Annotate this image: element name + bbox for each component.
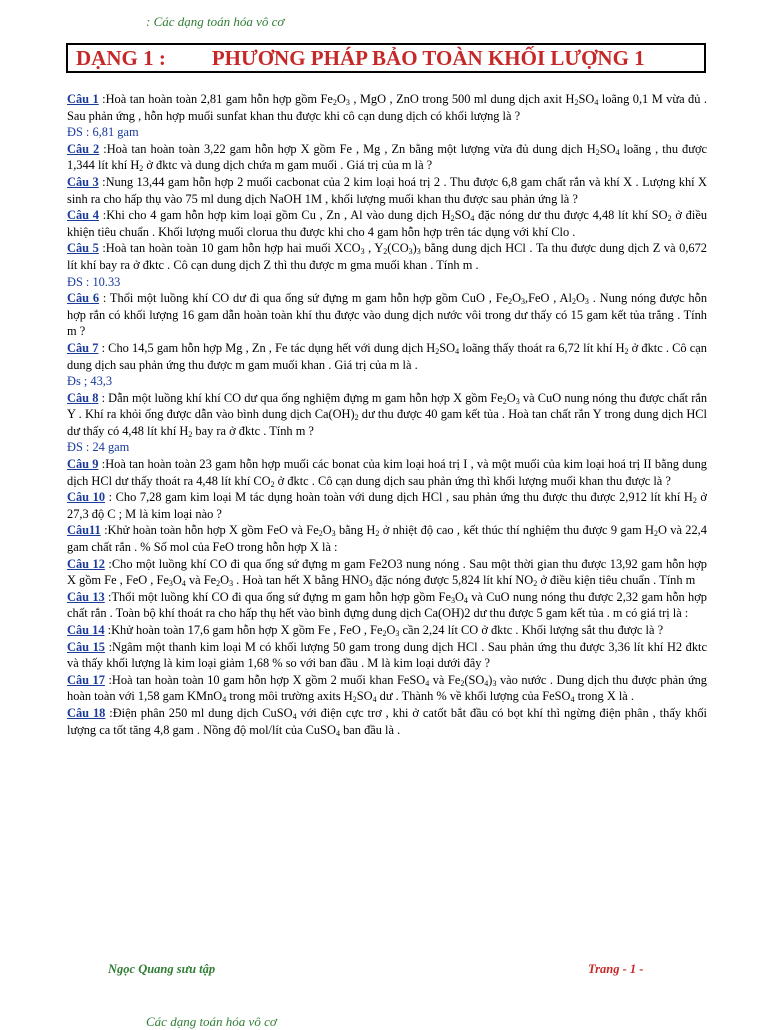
question-label: Câu 6 [67,291,100,306]
question-item [67,705,707,738]
question-item [67,174,707,207]
question-label: Câu 17 [67,672,105,687]
question-label: Câu 1 [67,92,99,106]
question-list [67,91,707,738]
question-text: :Hoà tan hoàn toàn 10 gam hỗn hợp hai muối $XCO_3$ , $Y_2(CO_3)_3$ bằng dung dịch HCl . Ta thu được dung dịch Z và 0,672 lít khí bay ra ở đktc . Cô cạn dung dịch Z thì thu được m gma muối khan . Tính m . [67,241,707,272]
question-text: : Dẫn một luồng khí khí CO dư qua ống nghiệm đựng m gam hỗn hợp X gồm $Fe_2O_3$ và CuO nung nóng thu được chất rắn Y . Khí ra khỏi ống được dẫn vào bình dung dịch $Ca(OH)_2$ dư thu được 40 gam kết tủa . Hoà tan chất rắn Y trong dung dịch HCl dư thấy có 4,48 lít khí $H_2$ bay ra ở đktc . Tính m ? [67,390,708,439]
title-part2: PHƯƠNG PHÁP BẢO TOÀN KHỐI LƯỢNG 1 [211,45,645,70]
question-text: :Khử hoàn toàn 17,6 gam hỗn hợp X gồm Fe , FeO , $Fe_2O_3$ cần 2,24 lít CO ở đktc . Khối lượng sắt thu được là ? [104,623,664,638]
question-label: Câu 7 [67,340,99,355]
question-label: Câu 3 [67,174,99,189]
question-label: Câu 2 [67,141,100,156]
question-item [67,672,707,705]
answer-line: Đs ; 43,3 [67,374,113,389]
question-label: Câu 10 [67,490,106,505]
question-label: Câu 9 [67,457,99,472]
question-item [67,390,707,440]
question-item [67,489,707,522]
question-label: Câu 4 [67,208,99,223]
question-label: Câu 18 [67,705,106,720]
question-text: :Hoà tan hoàn toàn 23 gam hỗn hợp muối các bonat của kim loại hoá trị I , và một muối của kim loại hoá trị II bằng dung dịch HCl dư thấy thoát ra 4,48 lít khí $CO_2$ ở đktc . Cô cạn dung dịch sau phản ứng thì khối lượng muối khan thu được là ? [67,457,708,489]
footer-author: Ngọc Quang sưu tập [108,962,216,976]
footer-page-number: Trang - 1 - [588,962,644,976]
question-item [67,622,707,639]
question-label: Câu 8 [67,390,99,405]
answer-line: ĐS : 24 gam [67,440,130,455]
question-label: Câu 12 [67,556,105,571]
question-label: Câu11 [67,523,101,538]
question-text: :Khử hoàn toàn hỗn hợp X gồm FeO và $Fe_2O_3$ bằng $H_2$ ở nhiệt độ cao , kết thúc thí nghiệm thu được 9 gam $H_2O$ và 22,4 gam chất rắn . % Số mol của FeO trong hỗn hợp X là : [67,523,707,555]
question-item [67,556,707,589]
question-item [67,639,707,672]
question-item [67,91,707,124]
question-text: :Hoà tan hoàn toàn 10 gam hỗn hợp X gồm 2 muối khan FeSO$_4$ và $Fe_2(SO_4)_3$ vào nước . Dung dịch thu được phản ứng hoàn toàn với 1,58 gam KMnO$_4$ trong môi trường axits $H_2SO_4$ dư . Thành % về khối lượng của FeSO$_4$ trong X là . [67,672,707,705]
question-item [67,589,707,622]
question-text: :Khi cho 4 gam hỗn hợp kim loại gồm Cu , Zn , Al vào dung dịch $H_2SO_4$ đặc nóng dư thu được 4,48 lít khí $SO_2$ ở điều khiện tiêu chuẩn . Khối lượng muối clorua thu được khi cho 4 gam hỗn hợp trên tác dụng với khí Clo . [67,208,708,239]
title-part1: DẠNG 1 : [76,45,166,70]
answer-line: ĐS : 6,81 gam [67,125,139,140]
question-text: :Cho một luồng khí CO đi qua ống sứ đựng m gam Fe2O3 nung nóng . Sau một thời gian thu được 13,92 gam hỗn hợp X gồm Fe , FeO , $Fe_3O_4$ và $Fe_2O_3$ . Hoà tan hết X bằng $HNO_3$ đặc nóng được 5,824 lít khí $NO_2$ ở điều kiện tiêu chuẩn . Tính m [67,556,707,589]
question-item [67,290,707,340]
question-label: Câu 14 [67,623,105,637]
answer-line: ĐS : 10.33 [67,274,121,289]
question-text: : Thổi một luồng khí CO dư đi qua ống sứ đựng m gam hỗn hợp gồm CuO , $Fe_2O_3,FeO$ , $Al_2O_3$ . Nung nóng được hỗn hợp rắn có khối lượng 16 gam dẫn hoàn toàn khí thu được vào dung dịch nước vôi trong dư thấy có 15 gam kết tủa trắng . Tính m ? [67,291,708,339]
question-text: :Ngâm một thanh kim loại M có khối lượng 50 gam trong dung dịch HCl . Sau phản ứng thu được 3,36 lít khí H2 đktc và thấy khối lượng là kim loại giảm 1,68 % so với ban đầu . M là kim loại dưới đây ? [67,639,707,671]
question-item [67,207,707,240]
question-text: :Nung 13,44 gam hỗn hợp 2 muối cacbonat của 2 kim loại hoá trị 2 . Thu được 6,8 gam chất rắn và khí X . Lượng khí X sinh ra cho hấp thụ vào 75 ml dung dịch NaOH 1M , khối lượng muối khan thu được sau phản ứng là ? [67,174,708,206]
question-text: :Hoà tan hoàn toàn 2,81 gam hỗn hợp gồm $Fe_2O_3$ , MgO , ZnO trong 500 ml dung dịch axit $H_2SO_4$ loãng 0,1 M vừa đủ . Sau phản ứng , hỗn hợp muối sunfat khan thu được khi cô cạn dung dịch có khối lượng là ? [67,92,708,123]
next-page-header: Các dạng toán hóa vô cơ [146,1014,277,1029]
question-text: : Cho 14,5 gam hỗn hợp Mg , Zn , Fe tác dụng hết với dung dịch $H_2SO_4$ loãng thấy thoát ra 6,72 lít khí $H_2$ ở đktc . Cô cạn dung dịch sau phản ứng thu được m gam muối khan . Giá trị của m là . [67,340,707,372]
question-text: :Hoà tan hoàn toàn 3,22 gam hỗn hợp X gồm Fe , Mg , Zn bằng một lượng vừa đủ dung dịch $H_2SO_4$ loãng , thu được 1,344 lít khí $H_2$ ở đktc và dung dịch chứa m gam muối . Giá trị của m là ? [67,141,708,174]
question-item [67,522,707,555]
page-title [66,43,706,73]
question-text: :Thổi một luồng khí CO đi qua ống sứ đựng m gam hỗn hợp gồm $Fe_3O_4$ và CuO nung nóng thu được 2,32 gam hỗn hợp chất rắn . Toàn bộ khí thoát ra cho hấp thụ hết vào bình đựng dung dịch Ca(OH)2 dư thu được 5 gam kết tủa . m có giá trị là : [67,589,707,621]
question-label: Câu 13 [67,589,105,604]
question-label: Câu 5 [67,241,99,256]
question-item [67,456,707,489]
question-item [67,240,707,273]
question-text: : Cho 7,28 gam kim loại M tác dụng hoàn toàn với dung dịch HCl , sau phản ứng thu được thu được 2,912 lít khí $H_2$ ở 27,3 độ C ; M là kim loại nào ? [67,490,707,521]
question-item [67,141,707,174]
header-note: : Các dạng toán hóa vô cơ [146,14,285,29]
question-text: :Điện phân 250 ml dung dịch CuSO$_4$ với điện cực trơ , khi ở catốt bắt đầu có bọt khí thì ngừng điện phân , thấy khối lượng ca tốt tăng 4,8 gam . Nồng độ mol/lít của CuSO$_4$ ban đầu là . [67,705,707,738]
question-item [67,340,707,373]
question-label: Câu 15 [67,639,106,654]
